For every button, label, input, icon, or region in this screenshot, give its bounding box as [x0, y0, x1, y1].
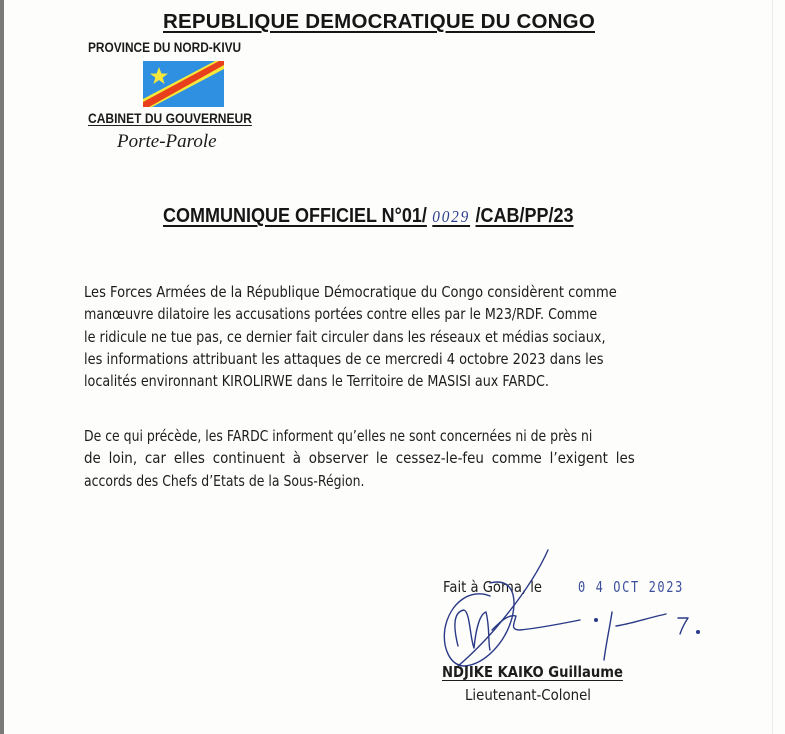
signer-name: NDJIKE KAIKO Guillaume: [442, 663, 623, 681]
scan-fold-line: [772, 0, 773, 734]
handwritten-signature-icon: [430, 548, 720, 678]
country-heading: REPUBLIQUE DEMOCRATIQUE DU CONGO: [163, 10, 595, 33]
communique-prefix: COMMUNIQUE OFFICIEL N°01/: [163, 205, 427, 227]
cabinet-label: CABINET DU GOUVERNEUR: [88, 110, 252, 126]
communique-title: [163, 205, 574, 228]
province-label: PROVINCE DU NORD-KIVU: [88, 40, 242, 55]
paragraph-line: De ce qui précède, les FARDC informent qu’elles ne sont concernées ni de près ni: [84, 427, 593, 445]
paragraph-line: de loin, car elles continuent à observer le cessez-le-feu comme l’exigent les: [84, 449, 635, 468]
handwritten-number: 0029: [432, 207, 471, 226]
scan-left-edge: [0, 0, 4, 734]
office-label: Porte-Parole: [117, 131, 217, 152]
signer-rank: Lieutenant-Colonel: [465, 686, 591, 704]
place-label: Fait à Goma, le: [443, 578, 543, 596]
paragraph-1: [84, 281, 744, 392]
paragraph-line: les informations attribuant les attaques de ce mercredi 4 octobre 2023 dans les: [84, 349, 604, 368]
communique-suffix: /CAB/PP/23: [475, 205, 574, 227]
paragraph-line: Les Forces Armées de la République Démocratique du Congo considèrent comme: [84, 283, 617, 301]
paragraph-line: manœuvre dilatoire les accusations portées contre elles par le M23/RDF. Comme: [84, 305, 598, 324]
paragraph-line: le ridicule ne tue pas, ce dernier fait circuler dans les réseaux et médias sociaux,: [84, 327, 606, 346]
paragraph-2: [84, 425, 744, 492]
drc-flag-icon: [143, 61, 224, 107]
paragraph-line: accords des Chefs d’Etats de la Sous-Région.: [84, 471, 365, 490]
paragraph-line: localités environnant KIROLIRWE dans le Territoire de MASISI aux FARDC.: [84, 372, 549, 391]
stamped-date: 0 4 OCT 2023: [578, 578, 684, 596]
